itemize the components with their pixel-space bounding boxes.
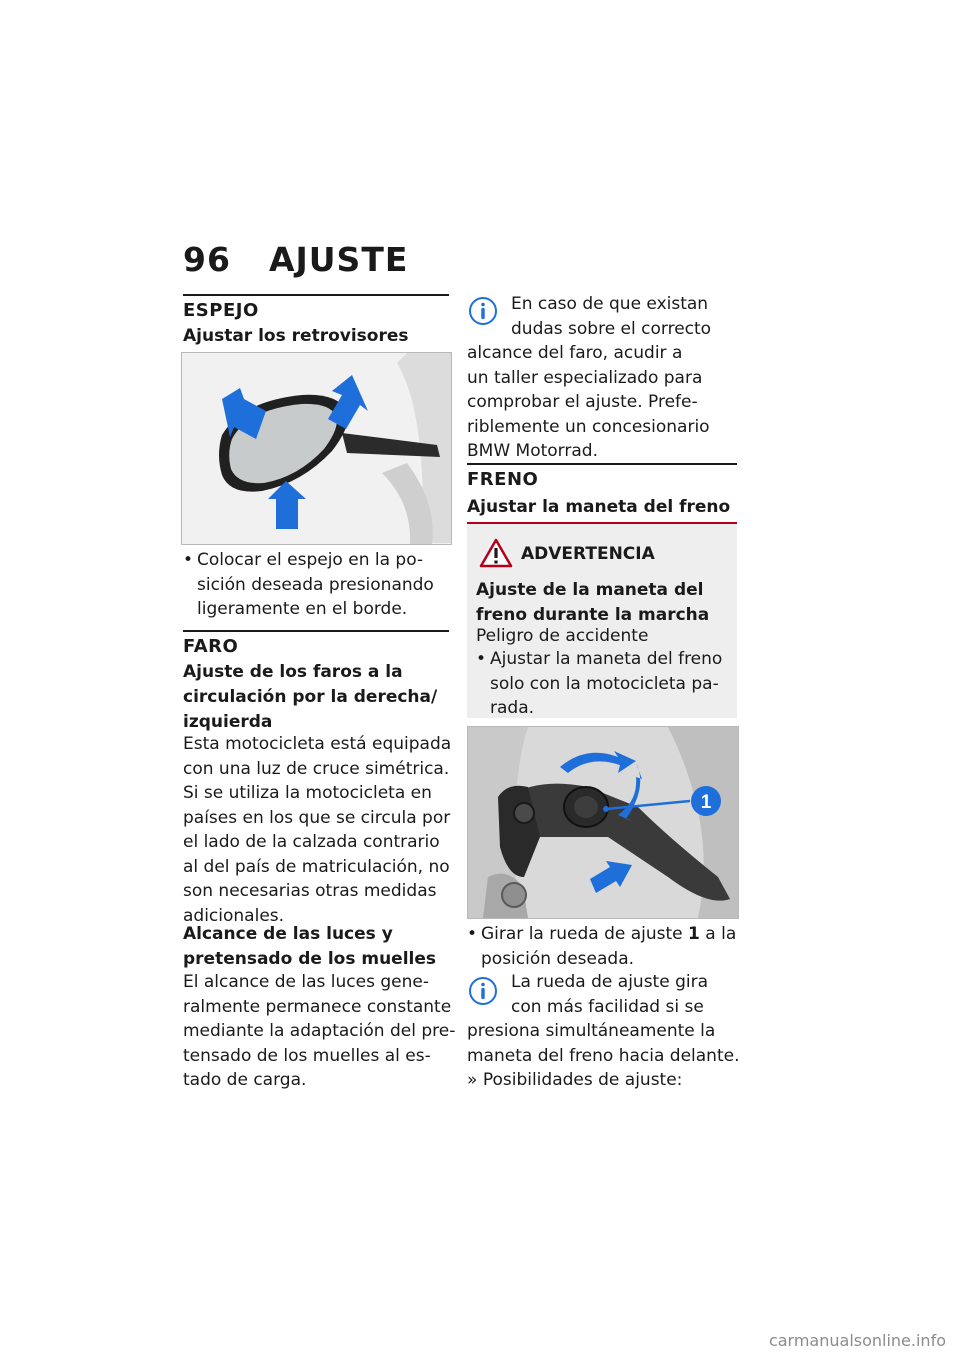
text-line: alcance del faro, acudir a [467,343,683,363]
subtitle-headlight [183,660,453,735]
text-line: solo con la motocicleta pa- [490,673,719,694]
callout-ref: 1 [688,924,700,944]
warning-label: ADVERTENCIA [521,544,655,564]
text-line: Esta motocicleta está equipada [183,734,452,754]
page-number: 96 [183,240,231,279]
text-line: pretensado de los muelles [183,949,437,969]
text-line: con más facilidad si se [511,996,704,1017]
text-line: al del país de matriculación, no [183,856,450,877]
section-title-brake: FRENO [467,469,539,490]
mirror-instruction [183,548,453,622]
text-line: Ajuste de la maneta del [476,580,704,600]
text-line: adicionales. [183,905,285,926]
warning-bullet [476,647,736,721]
mirror-bullet [183,548,453,622]
mirror-illustration [181,352,452,545]
section-title-headlight: FARO [183,636,239,657]
result-marker: » [467,1070,478,1090]
text-line: con una luz de cruce simétrica. [183,758,450,779]
brake-step-bullet [467,922,739,971]
text-line: tensado de los muelles al es- [183,1045,431,1066]
warning-box [467,522,737,718]
text-line: Colocar el espejo en la po- [197,550,424,570]
text-line: El alcance de las luces gene- [183,972,429,992]
footer-watermark: carmanualsonline.info [768,1331,946,1350]
text-line: países en los que se circula por [183,807,451,828]
text-line: Ajuste de los faros a la [183,662,403,682]
text-line: La rueda de ajuste gira [511,972,709,992]
text-line: ligeramente en el borde. [197,599,408,619]
text-line: rada. [490,698,535,718]
brake-note [467,970,752,1068]
section-rule [467,463,737,465]
text-line: freno durante la marcha [476,605,710,625]
section-rule [183,630,449,632]
text-line: tado de carga. [183,1070,307,1090]
text-line: maneta del freno hacia delante. [467,1045,740,1066]
section-title-mirror: ESPEJO [183,300,259,321]
subtitle-brake: Ajustar la maneta del freno [467,497,731,517]
page-header [183,240,408,279]
text-line: a la [699,924,737,944]
text-line: izquierda [183,712,273,732]
text-line: BMW Motorrad. [467,441,598,461]
warning-icon [479,538,513,568]
headlight-body [183,732,458,928]
section-rule [183,294,449,296]
warning-action [476,647,736,721]
text-line: riblemente un concesionario [467,416,710,437]
text-line: presiona simultáneamente la [467,1021,716,1041]
text-line: comprobar el ajuste. Prefe- [467,392,698,412]
text-line: En caso de que existan [511,294,709,314]
text-line: son necesarias otras medidas [183,881,437,901]
brake-result [467,1068,682,1093]
brake-lever-illustration [467,726,739,919]
text-line: sición deseada presionando [197,574,434,595]
text-line: dudas sobre el correcto [511,318,712,339]
chapter-title: AJUSTE [268,240,409,279]
subtitle-mirror: Ajustar los retrovisores [183,326,409,346]
range-body [183,970,458,1093]
text-line: Posibilidades de ajuste: [482,1070,683,1090]
warning-title [476,578,736,628]
text-line: circulación por la derecha/ [183,687,438,707]
callout-1-label: 1 [700,792,712,813]
headlight-note [467,292,747,464]
text-line: un taller especializado para [467,367,703,388]
text-line: ralmente permanece constante [183,996,452,1017]
text-line: Alcance de las luces y [183,924,393,944]
text-line: Ajustar la maneta del freno [490,649,723,669]
brake-step [467,922,739,971]
text-line: Si se utiliza la motocicleta en [183,783,432,803]
text-line: el lado de la calzada contrario [183,832,440,852]
subtitle-range [183,922,453,972]
text-line: Girar la rueda de ajuste [481,924,689,944]
text-line: mediante la adaptación del pre- [183,1021,456,1041]
warning-hazard: Peligro de accidente [476,626,649,646]
text-line: posición deseada. [481,948,635,969]
